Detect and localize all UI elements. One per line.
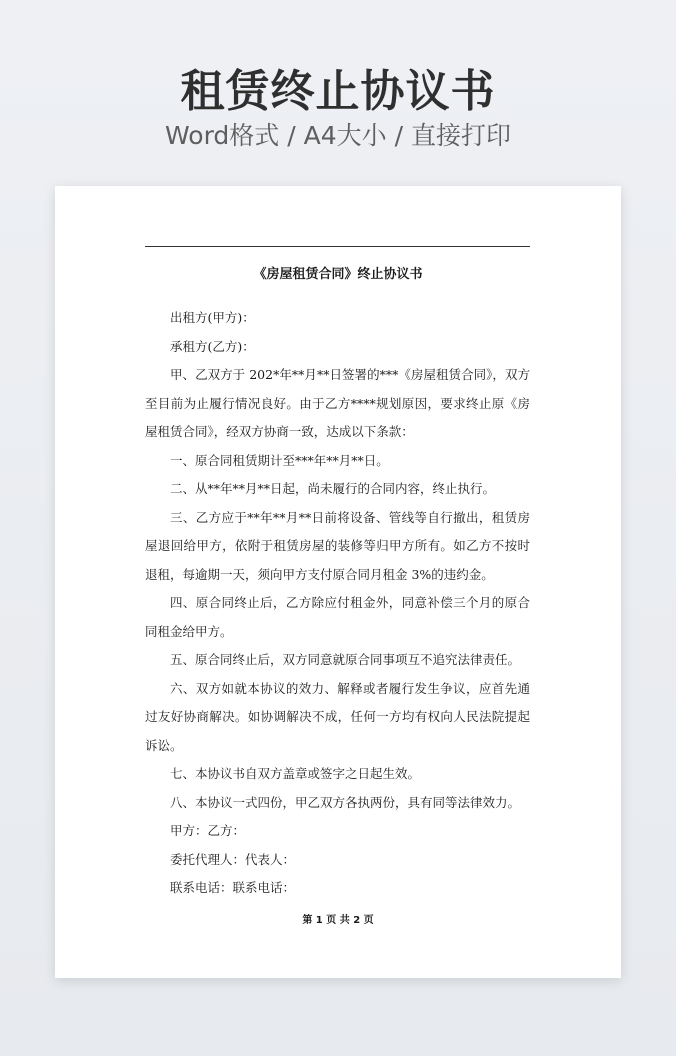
signature-agents: 委托代理人：代表人： — [170, 851, 296, 867]
document-page — [55, 186, 621, 978]
clause-8: 八、本协议一式四份，甲乙双方各执两份，具有同等法律效力。 — [170, 794, 521, 810]
clause-1: 一、原合同租赁期计至***年**月**日。 — [170, 452, 389, 468]
clause-3: 三、乙方应于**年**月**日前将设备、管线等自行撤出，租赁房屋退回给甲方，依附于租赁房屋的装修等归甲方所有。如乙方不按时退租，每逾期一天，须向甲方支付原合同月租金 3%的违约金。 — [145, 509, 530, 582]
banner-title: 租赁终止协议书 — [180, 66, 496, 117]
clause-4: 四、原合同终止后，乙方除应付租金外，同意补偿三个月的原合同租金给甲方。 — [145, 595, 530, 639]
clause-5: 五、原合同终止后，双方同意就原合同事项互不追究法律责任。 — [170, 652, 521, 667]
document-title: 《房屋租赁合同》终止协议书 — [253, 267, 423, 282]
header-rule — [145, 246, 530, 247]
party-b-line: 承租方(乙方)： — [170, 338, 255, 354]
signature-parties: 甲方：乙方： — [170, 823, 246, 838]
signature-phones: 联系电话：联系电话： — [170, 880, 296, 895]
clause-6: 六、双方如就本协议的效力、解释或者履行发生争议，应首先通过友好协商解决。如协调解决不成，任何一方均有权向人民法院提起诉讼。 — [145, 680, 530, 753]
party-a-line: 出租方(甲方)： — [170, 310, 255, 325]
intro-paragraph: 甲、乙双方于 202*年**月**日签署的***《房屋租赁合同》，双方至目前为止履行情况良好。由于乙方****规划原因，要求终止原《房屋租赁合同》，经双方协商一致，达成以下条款： — [145, 367, 530, 439]
page-number: 第 1 页 共 2 页 — [302, 915, 374, 926]
clause-7: 七、本协议书自双方盖章或签字之日起生效。 — [170, 766, 421, 781]
clause-2: 二、从**年**月**日起，尚未履行的合同内容，终止执行。 — [170, 481, 496, 496]
document-body — [145, 304, 530, 903]
banner-subtitle: Word格式 / A4大小 / 直接打印 — [165, 121, 511, 150]
